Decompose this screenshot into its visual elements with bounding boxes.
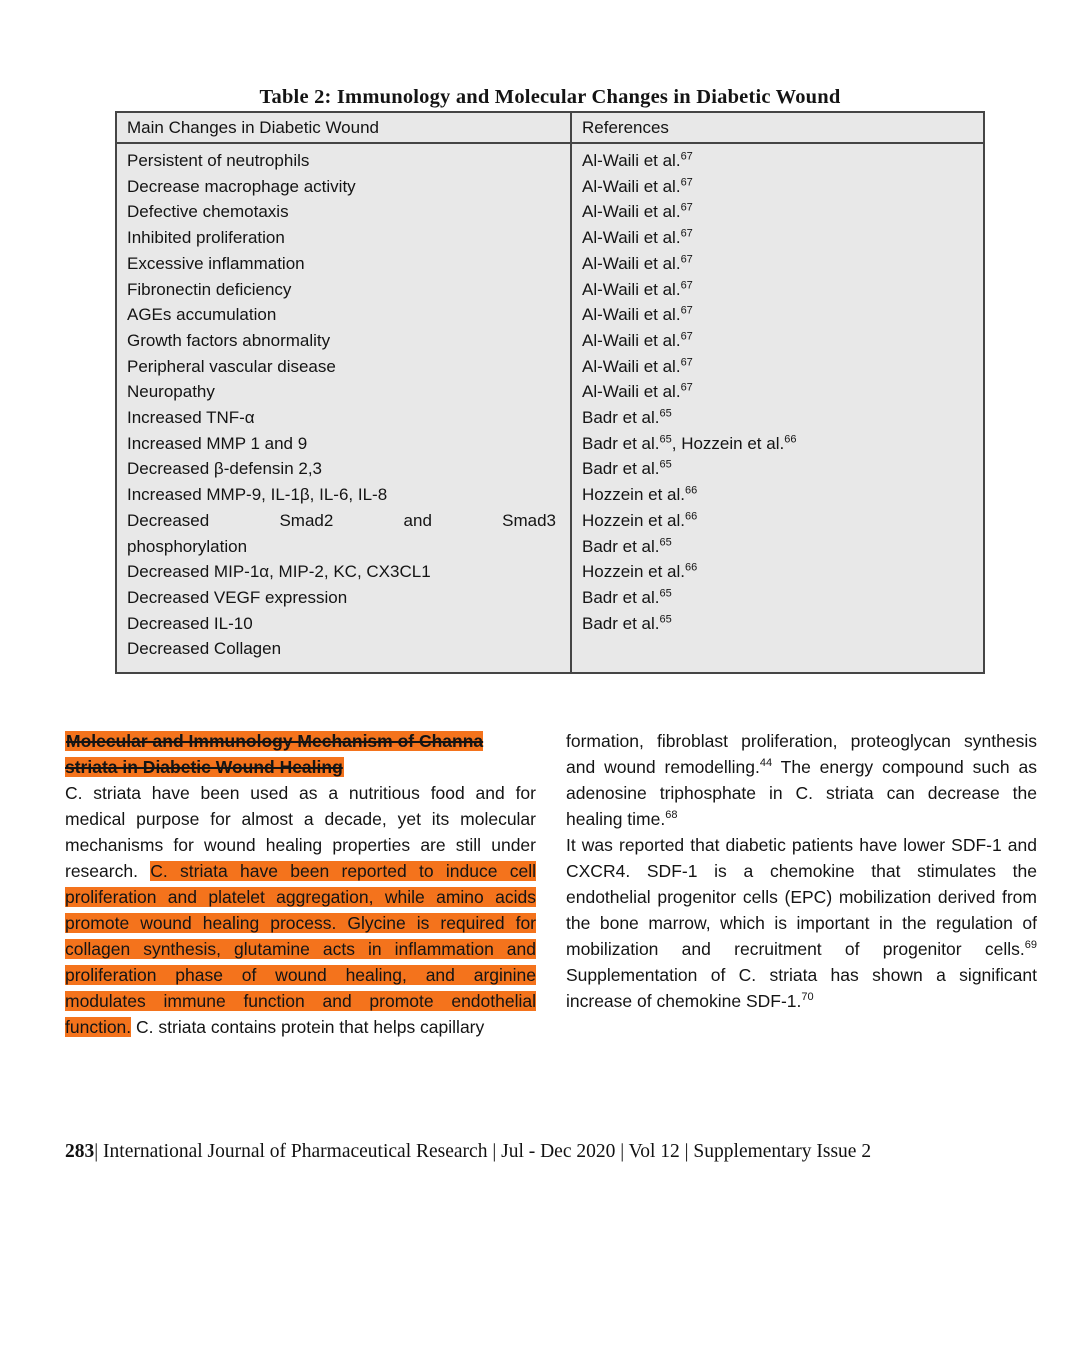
text-segment: Badr et al.: [582, 433, 660, 453]
text-segment: Smad3: [502, 510, 556, 530]
page-number: 283: [65, 1141, 95, 1162]
table-change-line: Persistent of neutrophils: [127, 151, 310, 170]
reference-superscript: 67: [680, 253, 693, 266]
table-change-line: Decreased β-defensin 2,3: [127, 459, 323, 479]
table-body-row: [117, 144, 983, 672]
text-segment: Al-Waili et al.: [582, 253, 681, 273]
table-change-line: Fibronectin deficiency: [127, 279, 292, 299]
table-reference-line: [582, 431, 973, 457]
text-segment: Badr et al.: [582, 459, 660, 479]
table-reference-line: [582, 148, 973, 174]
table-change-line: Growth factors abnormality: [127, 330, 331, 350]
table-change-line: Decreased Collagen: [127, 639, 282, 659]
reference-superscript: 65: [659, 433, 672, 446]
text-segment: formation, fibroblast proliferation, proteoglycan synthesis and wound remodelling.: [566, 731, 1037, 778]
table-header-row: [117, 113, 983, 144]
table-change-line: Decreased MIP-1α, MIP-2, KC, CX3CL1: [127, 562, 431, 582]
reference-superscript: 67: [680, 381, 693, 394]
text-segment: , Hozzein et al.: [671, 433, 785, 453]
text-segment: Al-Waili et al.: [582, 330, 681, 350]
table-change-line: Peripheral vascular disease: [127, 356, 336, 376]
table-reference-line: [582, 405, 973, 431]
reference-superscript: 69: [1024, 939, 1037, 952]
left-column-paragraph: [65, 780, 536, 1040]
reference-superscript: 67: [680, 278, 693, 291]
table-change-line: Inhibited proliferation: [127, 228, 285, 248]
table-reference-line: [582, 456, 973, 482]
table-reference-line: [582, 328, 973, 354]
text-segment: Badr et al.: [582, 613, 660, 633]
text-segment: Smad2: [279, 510, 334, 530]
right-column-paragraph-2: [566, 832, 1037, 1014]
table-header-references: References: [582, 118, 669, 137]
table-change-line: phosphorylation: [127, 536, 248, 556]
table-reference-line: [582, 559, 973, 585]
table-header-main-changes: Main Changes in Diabetic Wound: [117, 113, 572, 142]
table-change-line: Decrease macrophage activity: [127, 176, 356, 196]
footer-journal-text: | International Journal of Pharmaceutical Research | Jul - Dec 2020 | Vol 12 | Supplementary Issue 2: [94, 1141, 872, 1162]
table-change-line: Decreased VEGF expression: [127, 587, 348, 607]
reference-superscript: 66: [685, 561, 698, 574]
text-segment: Al-Waili et al.: [582, 305, 681, 325]
reference-superscript: 70: [801, 991, 814, 1004]
text-segment: Al-Waili et al.: [582, 279, 681, 299]
text-segment: The energy compound such as adenosine triphosphate in C. striata can decrease the healing time.: [566, 757, 1037, 830]
text-segment: Supplementation of C. striata has shown a significant increase of chemokine SDF-1.: [566, 965, 1037, 1012]
reference-superscript: 67: [680, 330, 693, 343]
reference-superscript: 44: [759, 757, 773, 770]
table-change-line: [127, 508, 560, 534]
section-heading-text: Molecular and Immunology Mechanism of Channa striata in Diabetic Wound Healing: [65, 731, 484, 778]
reference-superscript: 65: [659, 407, 672, 420]
table-change-line: Excessive inflammation: [127, 253, 305, 273]
text-segment: Al-Waili et al.: [582, 176, 681, 196]
section-heading: [65, 728, 536, 780]
text-segment: Badr et al.: [582, 587, 660, 607]
text-segment: Al-Waili et al.: [582, 202, 681, 222]
reference-superscript: 66: [685, 484, 698, 497]
table-reference-line: [582, 611, 973, 637]
article-left-column: [65, 728, 536, 1040]
text-segment: C. striata have been used as a nutritious food and for medical purpose for almost a decade, yet its molecular mechanisms for wound healing properties are still under research.: [65, 783, 536, 882]
table-reference-line: [582, 534, 973, 560]
reference-superscript: 66: [685, 510, 698, 523]
table-reference-line: [582, 302, 973, 328]
table-reference-line: [582, 379, 973, 405]
reference-superscript: 67: [680, 304, 693, 317]
text-segment: Decreased: [127, 510, 210, 530]
reference-superscript: 65: [659, 587, 672, 600]
text-segment: Badr et al.: [582, 408, 660, 428]
table-reference-line: [582, 482, 973, 508]
text-segment: Al-Waili et al.: [582, 151, 681, 170]
table-cell-changes: [117, 144, 572, 672]
text-segment: Hozzein et al.: [582, 485, 685, 505]
table-reference-line: [582, 277, 973, 303]
table-cell-references: [572, 144, 983, 672]
right-column-paragraph-1: [566, 728, 1037, 832]
text-segment: Hozzein et al.: [582, 562, 685, 582]
text-segment: and: [403, 510, 432, 530]
text-segment: Hozzein et al.: [582, 510, 685, 530]
table-change-line: Increased MMP-9, IL-1β, IL-6, IL-8: [127, 485, 388, 505]
article-columns: [65, 728, 1037, 1040]
reference-superscript: 68: [665, 809, 678, 822]
table-reference-line: [582, 354, 973, 380]
table-reference-line: [582, 251, 973, 277]
text-segment: C. striata contains protein that helps capillary: [131, 1017, 485, 1038]
reference-superscript: 66: [784, 433, 797, 446]
text-segment: Al-Waili et al.: [582, 356, 681, 376]
reference-superscript: 67: [680, 201, 693, 214]
immunology-changes-table: [115, 111, 985, 674]
reference-superscript: 67: [680, 150, 693, 163]
article-right-column: [566, 728, 1037, 1040]
reference-superscript: 65: [659, 458, 672, 471]
table-reference-line: [582, 585, 973, 611]
table-reference-line: [582, 199, 973, 225]
table-change-line: Increased MMP 1 and 9: [127, 433, 308, 453]
table-reference-line: [582, 174, 973, 200]
reference-superscript: 65: [659, 535, 672, 548]
reference-superscript: 65: [659, 613, 672, 625]
table-change-line: Neuropathy: [127, 382, 215, 402]
text-segment: Badr et al.: [582, 536, 660, 556]
text-segment: Al-Waili et al.: [582, 228, 681, 248]
table-title: Table 2: Immunology and Molecular Changes in Diabetic Wound: [259, 86, 841, 108]
table-change-line: AGEs accumulation: [127, 305, 277, 325]
table-change-line: Increased TNF-α: [127, 408, 255, 428]
text-segment: It was reported that diabetic patients have lower SDF-1 and CXCR4. SDF-1 is a chemokine that stimulates the endothelial progenitor cells (EPC) mobilization derived from the bone marrow, which is important in the regulation of mobilization and recruitment of progenitor cells.: [566, 835, 1037, 960]
reference-superscript: 67: [680, 355, 693, 368]
table-reference-line: [582, 225, 973, 251]
text-segment: Al-Waili et al.: [582, 382, 681, 402]
reference-superscript: 67: [680, 176, 693, 189]
table-change-line: Decreased IL-10: [127, 613, 253, 633]
reference-superscript: 67: [680, 227, 693, 240]
table-reference-line: [582, 508, 973, 534]
page-footer: [65, 1141, 871, 1163]
table-change-line: Defective chemotaxis: [127, 202, 289, 222]
text-segment: C. striata have been reported to induce cell proliferation and platelet aggregation, while amino acids promote wound healing process. Glycine is required for collagen synthesis, glutamine acts in inflammation and proliferation phase of wound healing, and arginine modulates immune function and promote endothelial function.: [65, 861, 536, 1038]
